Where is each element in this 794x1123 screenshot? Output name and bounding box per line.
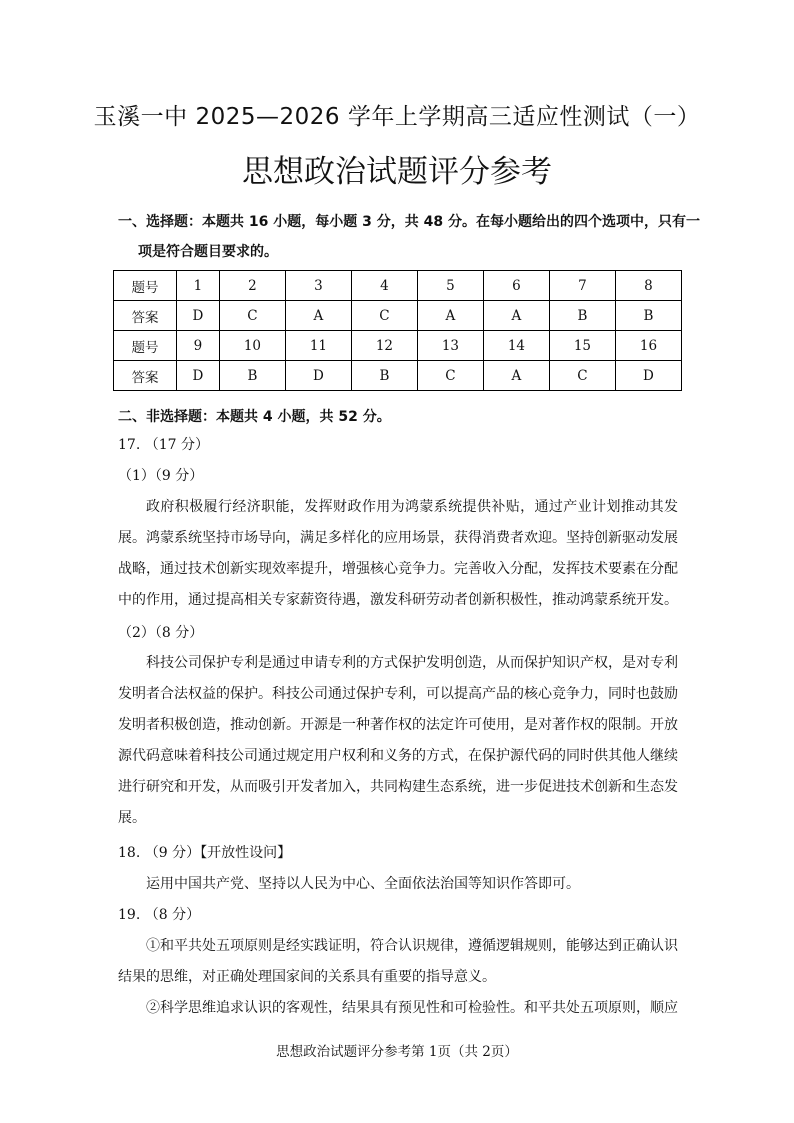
document-subtitle: 思想政治试题评分参考 <box>242 154 552 190</box>
answer-cell: C <box>219 301 285 331</box>
q18-heading: 18. （9 分）【开放性设问】 <box>118 845 292 861</box>
answer-cell: B <box>351 361 417 391</box>
section1-line1: 一、选择题：本题共 16 小题，每小题 3 分，共 48 分。在每小题给出的四个选项中，只有一 <box>118 214 700 230</box>
table-row <box>114 331 682 361</box>
q17-part2-heading: （2）（8 分） <box>118 625 204 641</box>
answer-cell: D <box>177 361 220 391</box>
answer-cell: A <box>483 361 549 391</box>
header-cell: 答案 <box>114 361 177 391</box>
table-row <box>114 361 682 391</box>
answer-cell: D <box>615 361 681 391</box>
exam-title: 玉溪一中 2025—2026 学年上学期高三适应性测试（一） <box>93 104 701 130</box>
answer-cell: A <box>483 301 549 331</box>
table-row <box>114 301 682 331</box>
q19-point1: ①和平共处五项原则是经实践证明，符合认识规律，遵循逻辑规则，能够达到正确认识结果的思维，对正确处理国家间的关系具有重要的指导意义。 <box>118 938 678 985</box>
q18-text: 运用中国共产党、坚持以人民为中心、全面依法治国等知识作答即可。 <box>146 876 580 892</box>
answer-cell: C <box>549 361 615 391</box>
question-number: 6 <box>483 271 549 301</box>
question-number: 2 <box>219 271 285 301</box>
answer-cell: B <box>549 301 615 331</box>
question-number: 13 <box>417 331 483 361</box>
q17-part1-heading: （1）（9 分） <box>118 468 204 484</box>
question-number: 9 <box>177 331 220 361</box>
question-number: 1 <box>177 271 220 301</box>
table-row <box>114 271 682 301</box>
q19-point2: ②科学思维追求认识的客观性，结果具有预见性和可检验性。和平共处五项原则，顺应 <box>146 1000 678 1016</box>
question-number: 10 <box>219 331 285 361</box>
header-cell: 答案 <box>114 301 177 331</box>
question-number: 15 <box>549 331 615 361</box>
q17-part1-text: 政府积极履行经济职能，发挥财政作用为鸿蒙系统提供补贴，通过产业计划推动其发展。鸿蒙系统坚持市场导向，满足多样化的应用场景，获得消费者欢迎。坚持创新驱动发展战略，通过技术创新实现效率提升，增强核心竞争力。完善收入分配，发挥技术要素在分配中的作用，通过提高相关专家薪资待遇，激发科研劳动者创新积极性，推动鸿蒙系统开发。 <box>118 499 678 608</box>
answer-cell: D <box>285 361 351 391</box>
answer-cell: B <box>219 361 285 391</box>
answer-table <box>113 270 682 391</box>
answer-cell: A <box>417 301 483 331</box>
question-number: 11 <box>285 331 351 361</box>
q17-part2-text: 科技公司保护专利是通过申请专利的方式保护发明创造，从而保护知识产权，是对专利发明者合法权益的保护。科技公司通过保护专利，可以提高产品的核心竞争力，同时也鼓励发明者积极创造，推动创新。开源是一种著作权的法定许可使用，是对著作权的限制。开放源代码意味着科技公司通过规定用户权利和义务的方式，在保护源代码的同时供其他人继续进行研究和开发，从而吸引开发者加入，共同构建生态系统，进一步促进技术创新和生态发展。 <box>118 655 678 826</box>
question-number: 7 <box>549 271 615 301</box>
question-number: 3 <box>285 271 351 301</box>
answer-cell: C <box>351 301 417 331</box>
question-number: 12 <box>351 331 417 361</box>
answer-cell: A <box>285 301 351 331</box>
q19-heading: 19. （8 分） <box>118 907 201 923</box>
answer-cell: C <box>417 361 483 391</box>
question-number: 4 <box>351 271 417 301</box>
section1-line2: 项是符合题目要求的。 <box>138 244 278 260</box>
page-footer: 思想政治试题评分参考第 1页（共 2页） <box>276 1044 518 1060</box>
header-cell: 题号 <box>114 271 177 301</box>
header-cell: 题号 <box>114 331 177 361</box>
question-number: 8 <box>615 271 681 301</box>
question-number: 14 <box>483 331 549 361</box>
question-number: 16 <box>615 331 681 361</box>
question-number: 5 <box>417 271 483 301</box>
answer-cell: D <box>177 301 220 331</box>
answer-cell: B <box>615 301 681 331</box>
q17-heading: 17. （17 分） <box>118 437 209 453</box>
section2-heading: 二、非选择题：本题共 4 小题，共 52 分。 <box>118 409 391 425</box>
